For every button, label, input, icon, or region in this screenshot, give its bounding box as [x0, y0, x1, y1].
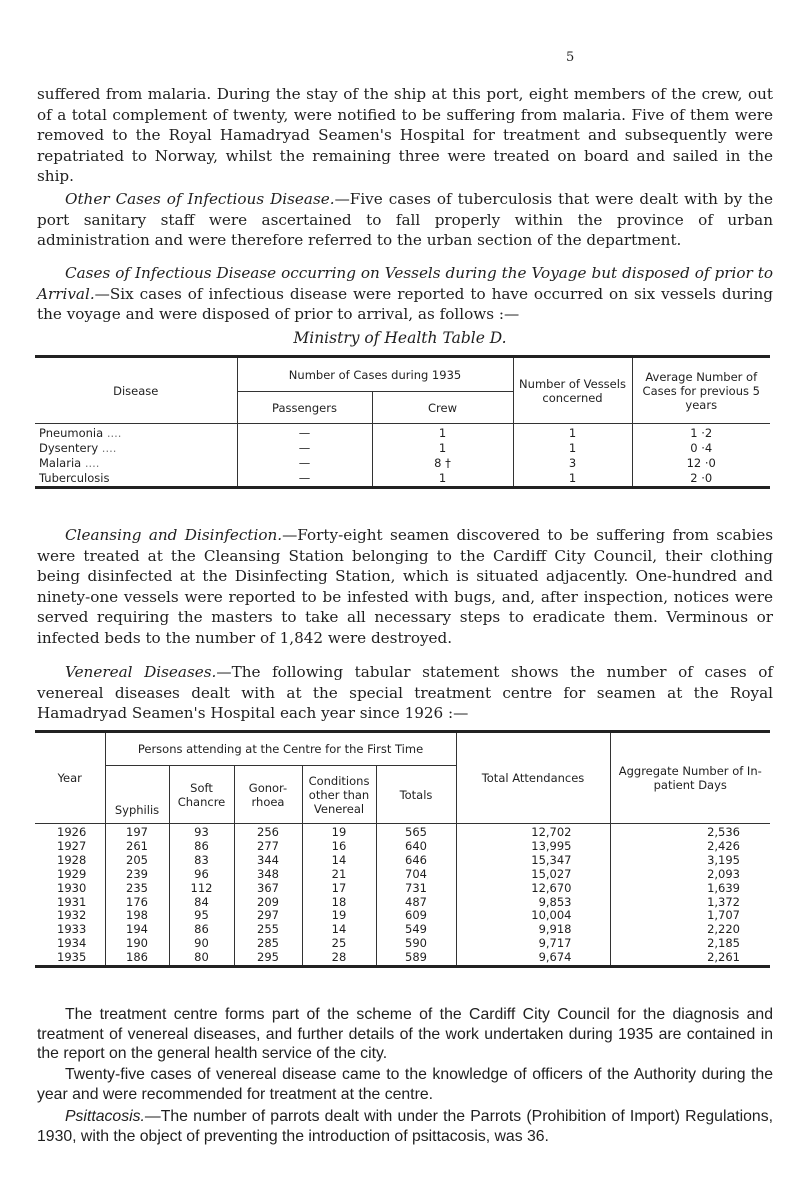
attendances-cell: 13,995 — [456, 840, 610, 854]
totals-cell: 609 — [376, 909, 456, 923]
crew-cell: 1 — [372, 424, 513, 442]
cleansing-text: —Forty-eight seamen discovered to be suffering from scabies were treated at the Cleansing Station belonging to the Cardiff City Council, their clothing being disinfected at the Disinfecting Station, which is situated adjacently. One-hundred and ninety-one vessels were reported to be infested with bugs, and, after inspection, notices were served requiring the masters to take all necessary steps to eradicate them. Verminous or infected beds to the number of 1,842 were destroyed. — [37, 526, 774, 647]
soft-chancre-cell: 86 — [169, 923, 234, 937]
table-row — [35, 424, 770, 442]
syphilis-cell: 205 — [105, 854, 169, 868]
syphilis-cell: 186 — [105, 951, 169, 966]
venereal-paragraph — [37, 662, 773, 724]
venereal-heading: Venereal Diseases. — [65, 663, 217, 681]
totals-cell: 704 — [376, 868, 456, 882]
table-row — [35, 471, 770, 488]
average-cell: 12 ·0 — [632, 456, 770, 471]
conditions-cell: 18 — [302, 896, 376, 910]
prior-arrival-heading: Cases of Infectious Disease occurring on Vessels during the Voyage but disposed of prior to Arrival. — [37, 264, 773, 303]
totals-header: Totals — [376, 766, 456, 824]
year-cell: 1928 — [57, 852, 87, 867]
cleansing-paragraph — [37, 525, 773, 649]
passengers-cell: — — [237, 424, 372, 442]
conditions-cell: 28 — [302, 951, 376, 966]
average-cell: 1 ·2 — [632, 424, 770, 442]
attendances-cell: 12,670 — [456, 882, 610, 896]
inpatient-cell: 2,426 — [610, 840, 770, 854]
other-cases-text: —Five cases of tuberculosis that were dealt with by the port sanitary staff were ascertained to fall properly within the province of urban administration and were therefore referred to the urban section of the department. — [37, 190, 773, 250]
psittacosis-heading: Psittacosis. — [65, 1108, 145, 1125]
attendances-cell: 9,853 — [456, 896, 610, 910]
year-cell: 1935 — [57, 950, 87, 965]
attendances-cell: 15,027 — [456, 868, 610, 882]
inpatient-cell: 1,639 — [610, 882, 770, 896]
table-row — [35, 824, 770, 840]
table-row — [35, 909, 770, 923]
inpatient-cell: 3,195 — [610, 854, 770, 868]
gonorrhoea-cell: 367 — [234, 882, 302, 896]
syphilis-cell: 235 — [105, 882, 169, 896]
average-header: Average Number of Cases for previous 5 years — [632, 357, 770, 424]
table-row — [35, 923, 770, 937]
passengers-cell: — — [237, 471, 372, 488]
totals-cell: 565 — [376, 824, 456, 840]
venereal-text: —The following tabular statement shows the number of cases of venereal diseases dealt with at the special treatment centre for seamen at the Royal Hamadryad Seamen's Hospital each year since 1926 :— — [37, 663, 774, 723]
disease-cell: Malaria .... — [39, 456, 100, 470]
table-row — [35, 937, 770, 951]
page-number: 5 — [566, 50, 575, 65]
disease-cell: Pneumonia .... — [39, 426, 122, 440]
soft-chancre-header: Soft Chancre — [169, 766, 234, 824]
inpatient-cell: 2,220 — [610, 923, 770, 937]
conditions-cell: 21 — [302, 868, 376, 882]
attendances-cell: 9,674 — [456, 951, 610, 966]
passengers-header: Passengers — [237, 392, 372, 424]
ministry-table-d — [35, 355, 770, 489]
crew-cell: 1 — [372, 471, 513, 488]
totals-cell: 731 — [376, 882, 456, 896]
disease-cell: Dysentery .... — [39, 441, 117, 455]
gonorrhoea-cell: 297 — [234, 909, 302, 923]
attendances-cell: 9,717 — [456, 937, 610, 951]
gonorrhoea-cell: 209 — [234, 896, 302, 910]
conditions-cell: 16 — [302, 840, 376, 854]
soft-chancre-cell: 95 — [169, 909, 234, 923]
syphilis-cell: 190 — [105, 937, 169, 951]
gonorrhoea-cell: 255 — [234, 923, 302, 937]
soft-chancre-cell: 112 — [169, 882, 234, 896]
table-row — [35, 882, 770, 896]
prior-arrival-paragraph — [37, 263, 773, 325]
year-cell: 1926 — [57, 825, 87, 839]
gonorrhoea-cell: 348 — [234, 868, 302, 882]
soft-chancre-cell: 93 — [169, 824, 234, 840]
syphilis-cell: 198 — [105, 909, 169, 923]
syphilis-cell: 239 — [105, 868, 169, 882]
average-cell: 0 ·4 — [632, 441, 770, 456]
soft-chancre-cell: 84 — [169, 896, 234, 910]
vessels-cell: 3 — [513, 456, 632, 471]
soft-chancre-cell: 96 — [169, 868, 234, 882]
soft-chancre-cell: 86 — [169, 840, 234, 854]
disease-cell: Tuberculosis — [39, 471, 110, 485]
psittacosis-text: —The number of parrots dealt with under the Parrots (Prohibition of Import) Regulations, 1930, with the object of preventing the introduction of psittacosis, was 36. — [37, 1108, 773, 1145]
vessels-cell: 1 — [513, 441, 632, 456]
inpatient-cell: 1,372 — [610, 896, 770, 910]
syphilis-cell: 261 — [105, 840, 169, 854]
venereal-diseases-table — [35, 730, 770, 968]
conditions-cell: 17 — [302, 882, 376, 896]
syphilis-cell: 197 — [105, 824, 169, 840]
treatment-centre-paragraph: The treatment centre forms part of the scheme of the Cardiff City Council for the diagnosis and treatment of venereal diseases, and further details of the work undertaken during 1935 are contained in the report on the general health service of the city. — [37, 1006, 773, 1063]
gonorrhoea-cell: 344 — [234, 854, 302, 868]
conditions-cell: 14 — [302, 923, 376, 937]
table-row — [35, 951, 770, 966]
totals-cell: 646 — [376, 854, 456, 868]
attendances-cell: 9,918 — [456, 923, 610, 937]
inpatient-cell: 2,093 — [610, 868, 770, 882]
table-row — [35, 441, 770, 456]
totals-cell: 487 — [376, 896, 456, 910]
other-cases-heading: Other Cases of Infectious Disease. — [65, 190, 335, 208]
attendances-cell: 15,347 — [456, 854, 610, 868]
attendances-cell: 12,702 — [456, 824, 610, 840]
syphilis-header: Syphilis — [105, 766, 169, 824]
conditions-cell: 25 — [302, 937, 376, 951]
vessels-header: Number of Vessels concerned — [513, 357, 632, 424]
disease-header: Disease — [35, 357, 237, 424]
inpatient-header: Aggregate Number of In-patient Days — [610, 732, 770, 824]
prior-arrival-text: —Six cases of infectious disease were reported to have occurred on six vessels during the voyage and were disposed of prior to arrival, as follows :— — [37, 284, 773, 324]
gonorrhoea-cell: 256 — [234, 824, 302, 840]
attendances-header: Total Attendances — [456, 732, 610, 824]
vessels-cell: 1 — [513, 471, 632, 488]
year-cell: 1934 — [57, 936, 87, 951]
malaria-paragraph: suffered from malaria. During the stay of the ship at this port, eight members of the crew, out of a total complement of twenty, were notified to be suffering from malaria. Five of them were removed to the Royal Hamadryad Seamen's Hospital for treatment and subsequently were repatriated to Norway, whilst the remaining three were treated on board and sailed in the ship. — [37, 85, 773, 186]
year-cell: 1931 — [57, 894, 87, 909]
table-row — [35, 456, 770, 471]
soft-chancre-cell: 90 — [169, 937, 234, 951]
year-cell: 1933 — [57, 922, 87, 937]
inpatient-cell: 2,261 — [610, 951, 770, 966]
gonorrhoea-header: Gonor- rhoea — [234, 766, 302, 824]
year-header: Year — [35, 732, 105, 824]
soft-chancre-cell: 80 — [169, 951, 234, 966]
vessels-cell: 1 — [513, 424, 632, 442]
crew-header: Crew — [372, 392, 513, 424]
inpatient-cell: 2,185 — [610, 937, 770, 951]
crew-cell: 1 — [372, 441, 513, 456]
passengers-cell: — — [237, 441, 372, 456]
year-cell: 1927 — [57, 838, 87, 853]
conditions-header: Conditions other than Venereal — [302, 766, 376, 824]
table-row — [35, 854, 770, 868]
other-cases-paragraph — [37, 189, 773, 251]
conditions-cell: 19 — [302, 909, 376, 923]
gonorrhoea-cell: 277 — [234, 840, 302, 854]
syphilis-cell: 176 — [105, 896, 169, 910]
cleansing-heading: Cleansing and Disinfection. — [65, 526, 283, 544]
totals-cell: 590 — [376, 937, 456, 951]
gonorrhoea-cell: 285 — [234, 937, 302, 951]
table-row — [35, 840, 770, 854]
attendances-cell: 10,004 — [456, 909, 610, 923]
table-d-caption: Ministry of Health Table D. — [293, 329, 507, 347]
totals-cell: 640 — [376, 840, 456, 854]
persons-group-header: Persons attending at the Centre for the First Time — [105, 732, 456, 766]
year-cell: 1932 — [57, 908, 87, 923]
crew-cell: 8 † — [372, 456, 513, 471]
inpatient-cell: 1,707 — [610, 909, 770, 923]
cases-group-header: Number of Cases during 1935 — [237, 357, 513, 392]
syphilis-cell: 194 — [105, 923, 169, 937]
inpatient-cell: 2,536 — [610, 824, 770, 840]
gonorrhoea-cell: 295 — [234, 951, 302, 966]
soft-chancre-cell: 83 — [169, 854, 234, 868]
table-row — [35, 868, 770, 882]
average-cell: 2 ·0 — [632, 471, 770, 488]
twenty-five-cases-paragraph: Twenty-five cases of venereal disease came to the knowledge of officers of the Authority during the year and were recommended for treatment at the centre. — [37, 1066, 773, 1103]
year-cell: 1930 — [57, 880, 87, 895]
totals-cell: 549 — [376, 923, 456, 937]
psittacosis-paragraph — [37, 1107, 773, 1146]
table-row — [35, 896, 770, 910]
conditions-cell: 19 — [302, 824, 376, 840]
conditions-cell: 14 — [302, 854, 376, 868]
passengers-cell: — — [237, 456, 372, 471]
year-cell: 1929 — [57, 866, 87, 881]
totals-cell: 589 — [376, 951, 456, 966]
